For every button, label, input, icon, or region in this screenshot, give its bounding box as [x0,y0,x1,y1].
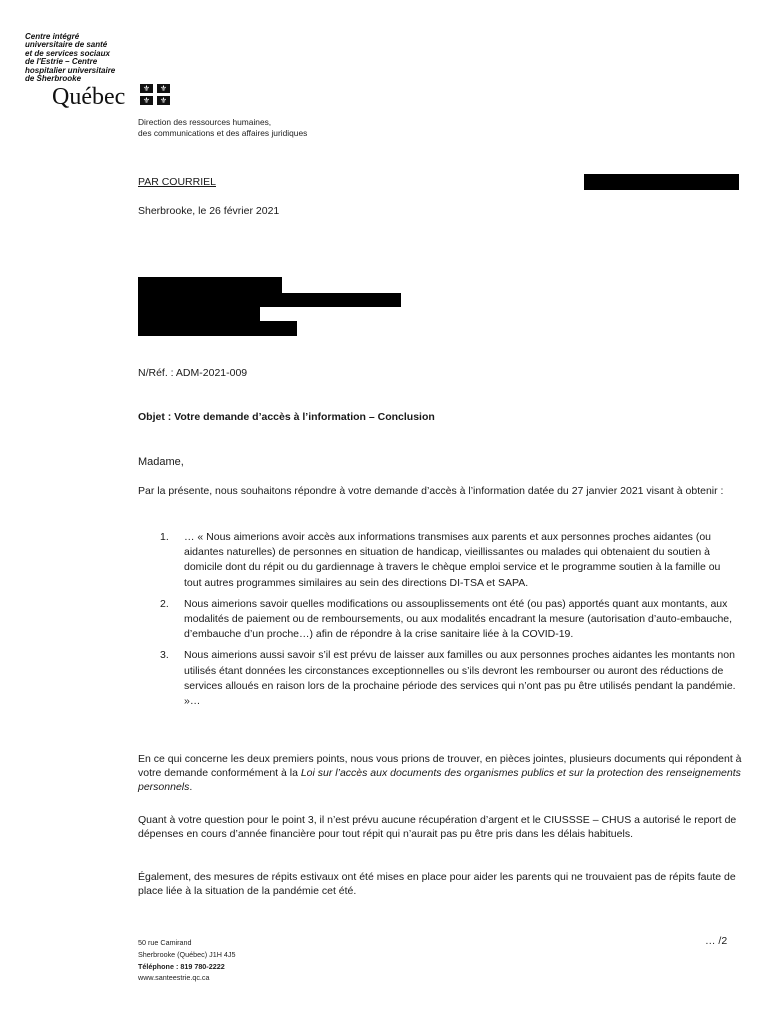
reference-number: N/Réf. : ADM-2021-009 [138,367,248,379]
org-line: Centre intégré [25,32,80,41]
footer-address [138,937,235,984]
intro-paragraph: Par la présente, nous souhaitons répondre à votre demande d’accès à l’information datée du 27 janvier 2021 visant à obtenir : [138,485,724,497]
list-item [160,648,740,709]
org-line: hospitalier universitaire [25,65,116,75]
page-indicator: … /2 [705,935,728,947]
quebec-wordmark: Québec [52,84,126,110]
department-line: Direction des ressources humaines, [138,117,272,127]
fleur-de-lis-icon: ⚜ [140,96,153,105]
footer-website: www.santeestrie.qc.ca [138,973,210,983]
fleur-de-lis-icon: ⚜ [140,84,153,93]
request-list [160,530,740,715]
list-item [160,597,740,643]
list-item-text: … « Nous aimerions avoir accès aux informations transmises aux parents et aux personnes proches aidantes (ou aidantes naturelles) de personnes en situation de handicap, vieillissantes ou malades qui obtenaient du soutien à domicile dont du répit ou du gardiennage à travers le chèque emploi service et le programme soutien à la famille ou tout autres programmes similaires au sein des directions DI-TSA et SAPA. [184,531,721,589]
footer-street: 50 rue Camirand [138,938,192,947]
list-number: 2. [160,597,169,610]
letter-subject: Objet : Votre demande d’accès à l’information – Conclusion [138,411,435,423]
letter-date: Sherbrooke, le 26 février 2021 [138,205,280,217]
fleur-de-lis-icon: ⚜ [157,96,170,105]
response-paragraph [138,752,743,794]
footer-city: Sherbrooke (Québec) J1H 4J5 [138,949,236,959]
redaction-box [138,277,282,293]
redaction-box [138,321,297,336]
paragraph-text: En ce qui concerne les deux premiers points, nous vous prions de trouver, en pièces jointes, plusieurs documents qui répondent à votre demande conformément à la [138,753,742,779]
list-item [160,530,740,591]
list-number: 3. [160,649,169,662]
law-title: Loi sur l’accès aux documents des organismes publics et sur la protection des renseignements personnels [138,767,741,793]
fleur-de-lis-icon: ⚜ [157,84,170,93]
list-item-text: Nous aimerions aussi savoir s’il est prévu de laisser aux familles ou aux personnes proches aidantes les montants non utilisés étant données les circonstances exceptionnelles ou s’ils devront les rembourser ou auront des réductions de services alloués en raison lors de la prochaine période des services qui n’ont pas pu être utilisés pendant la pandémie. »… [184,649,736,708]
delivery-method: PAR COURRIEL [138,176,216,188]
org-line: et de services sociaux [25,48,110,58]
redaction-box [138,307,260,321]
response-paragraph: Quant à votre question pour le point 3, il n’est prévu aucune récupération d’argent et le CIUSSSE – CHUS a autorisé le report de dépenses en cours d’année financière pour tout répit qui n’aurait pas pu être pris dans les délais habituels. [138,814,737,840]
paragraph-text: . [189,781,193,793]
response-paragraph: Également, des mesures de répits estivaux ont été mises en place pour aider les parents qui ne trouvaient pas de répits faute de place liée à la situation de la pandémie cet été. [138,871,736,897]
redaction-box [584,174,739,190]
quebec-flag-icon [140,84,172,105]
footer-phone: Téléphone : 819 780-2222 [138,961,225,971]
list-number: 1. [160,531,169,543]
department-line: des communications et des affaires juridiques [138,128,308,138]
org-line: de l'Estrie – Centre [25,57,98,67]
salutation: Madame, [138,456,184,468]
organization-name [25,33,145,83]
redaction-box [138,293,401,307]
list-item-text: Nous aimerions savoir quelles modifications ou assouplissements ont été (ou pas) apportés quant aux montants, aux modalités de paiement ou de remboursements, ou aux modalités encadrant la mesure (autorisation d’auto-embauche, d’embauche d’un proche…) afin de répondre à la crise sanitaire liée à la COVID-19. [184,597,733,641]
org-line: universitaire de santé [25,40,108,50]
org-line: de Sherbrooke [25,74,82,84]
department-name [138,117,307,139]
